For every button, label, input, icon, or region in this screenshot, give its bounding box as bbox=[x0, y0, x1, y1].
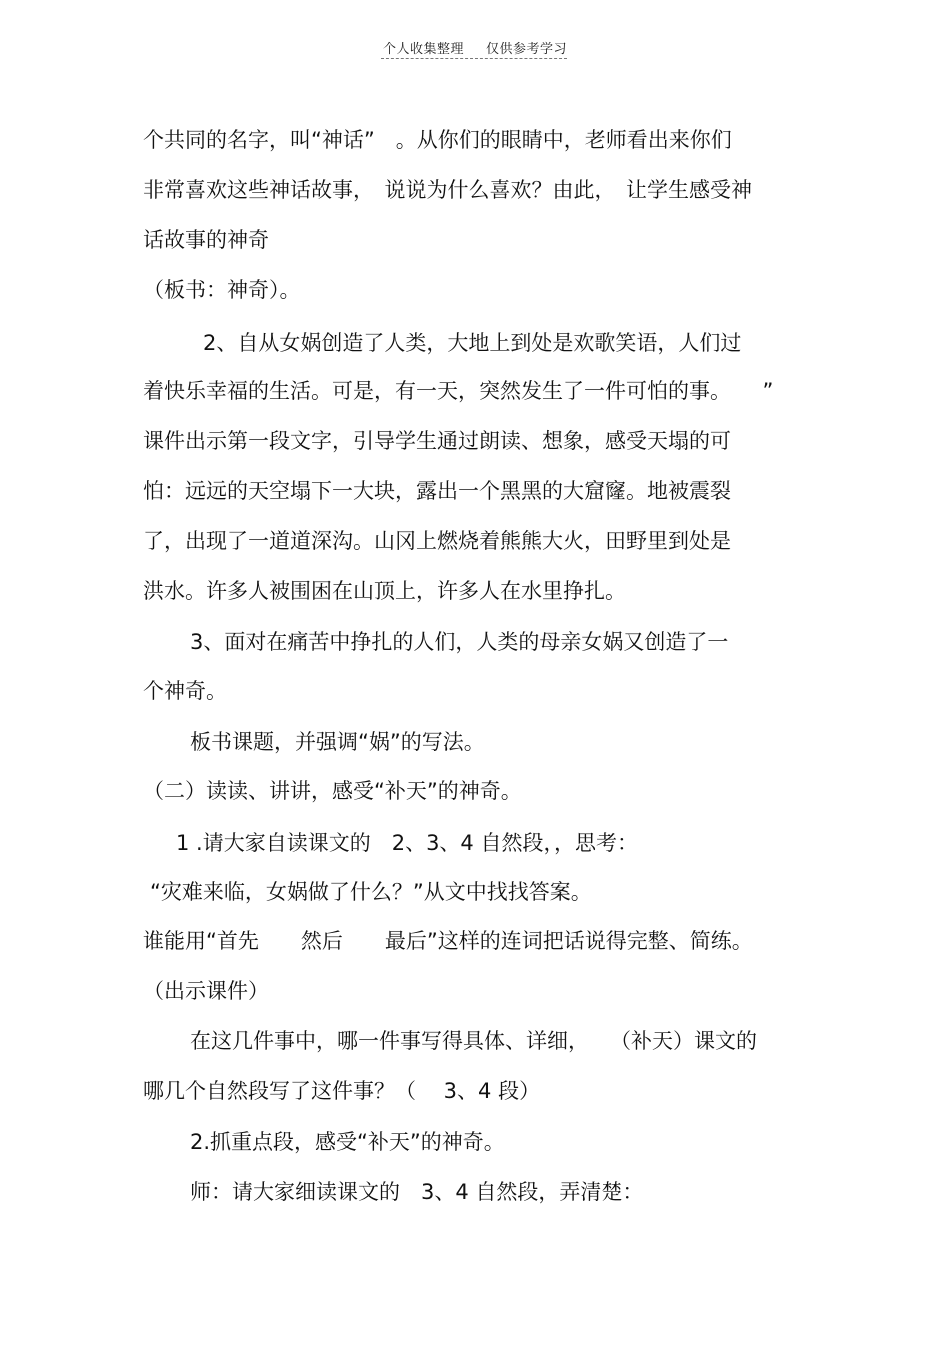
text-line: 课件出示第一段文字，引导学生通过朗读、想象，感受天塌的可 bbox=[143, 429, 731, 453]
text-line: 怕：远远的天空塌下一大块，露出一个黑黑的大窟窿。地被震裂 bbox=[143, 479, 731, 503]
text-line: 在这几件事中，哪一件事写得具体、详细， （补天）课文的 bbox=[190, 1029, 757, 1053]
text-line: 师：请大家细读课文的 3、4 自然段，弄清楚： bbox=[190, 1180, 644, 1204]
text-line: 了，出现了一道道深沟。山冈上燃烧着熊熊大火，田野里到处是 bbox=[143, 529, 731, 553]
text-line: 2、自从女娲创造了人类，大地上到处是欢歌笑语，人们过 bbox=[203, 331, 742, 355]
text-line: 板书课题，并强调“娲”的写法。 bbox=[190, 730, 485, 754]
header-rule bbox=[381, 58, 567, 59]
text-line: 哪几个自然段写了这件事？（ 3、4 段） bbox=[143, 1079, 541, 1103]
text-line: 洪水。许多人被围困在山顶上，许多人在水里挣扎。 bbox=[143, 579, 626, 603]
text-line: （出示课件） bbox=[143, 979, 269, 1003]
text-line: 着快乐幸福的生活。可是，有一天，突然发生了一件可怕的事。 ” bbox=[143, 379, 774, 403]
text-line: 非常喜欢这些神话故事， 说说为什么喜欢？由此， 让学生感受神 bbox=[143, 178, 752, 202]
header-right-text: 仅供参考学习 bbox=[486, 42, 568, 57]
text-line: 3、面对在痛苦中挣扎的人们，人类的母亲女娲又创造了一 bbox=[190, 630, 729, 654]
text-line: 谁能用“首先 然后 最后”这样的连词把话说得完整、简练。 bbox=[143, 929, 753, 953]
text-line: （二）读读、讲讲，感受“补天”的神奇。 bbox=[143, 779, 522, 803]
text-line: 1 .请大家自读课文的 2、3、4 自然段，，思考： bbox=[176, 831, 638, 855]
text-line: 话故事的神奇 bbox=[143, 228, 269, 252]
page-header bbox=[0, 38, 950, 57]
text-line: 个共同的名字，叫“神话” 。从你们的眼睛中，老师看出来你们 bbox=[143, 128, 732, 152]
text-line: （板书：神奇）。 bbox=[143, 278, 301, 302]
header-left-text: 个人收集整理 bbox=[382, 42, 464, 57]
text-line: “灾难来临，女娲做了什么？”从文中找找答案。 bbox=[150, 880, 592, 904]
text-line: 2.抓重点段，感受“补天”的神奇。 bbox=[190, 1130, 505, 1154]
text-line: 个神奇。 bbox=[143, 679, 227, 703]
